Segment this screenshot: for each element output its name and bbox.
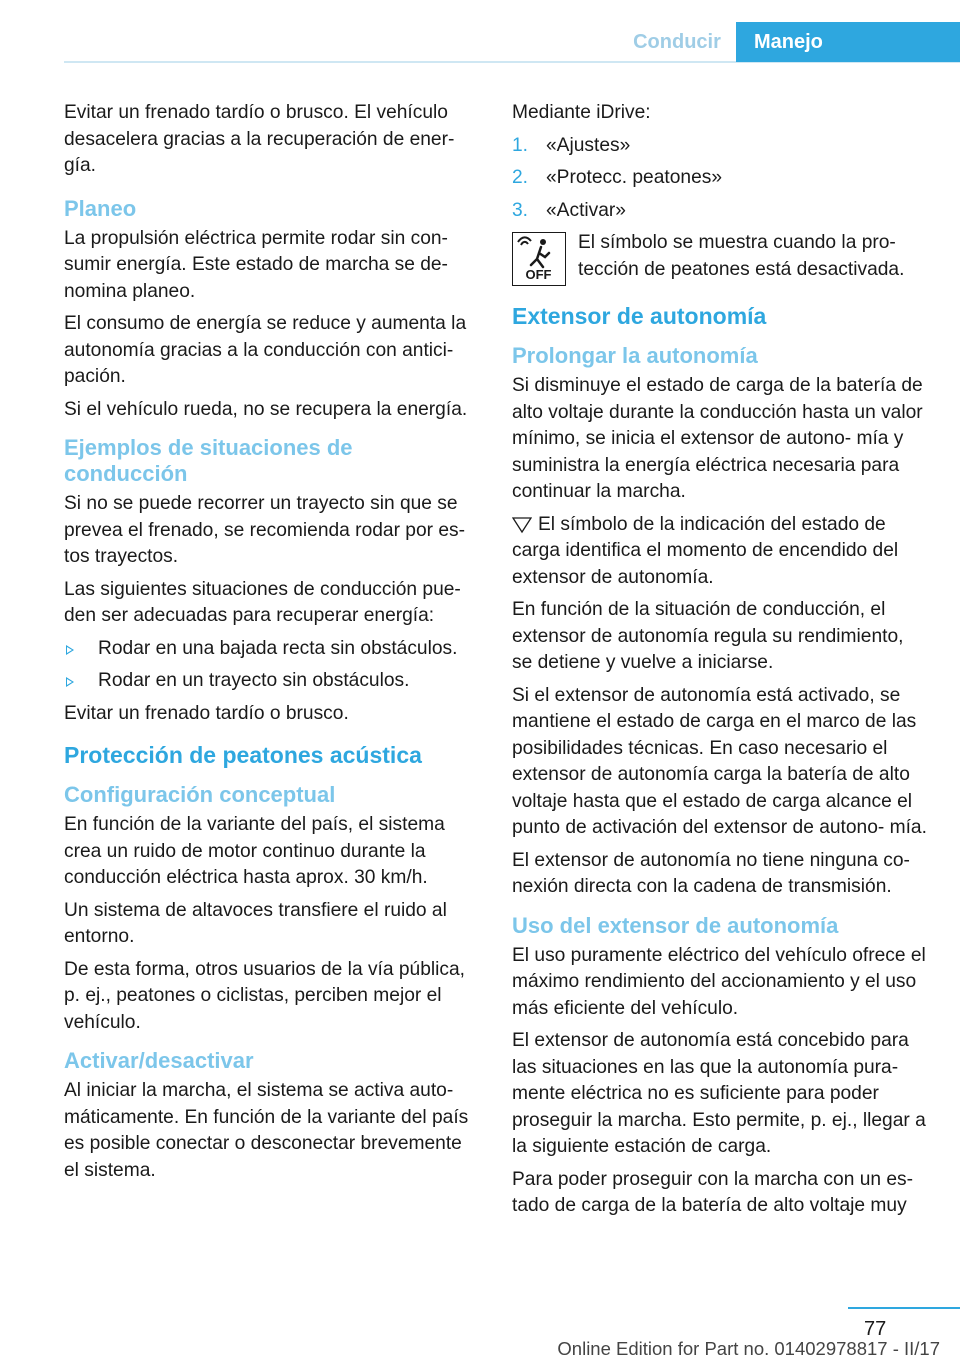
list-item-text: Rodar en un trayecto sin obstáculos. [98, 670, 410, 691]
prolongar-paragraph-5: El extensor de autonomía no tiene ninguna co‐ nexión directa con la cadena de transmisión. [512, 849, 910, 897]
step-number: 1. [512, 134, 529, 156]
config-paragraph-1: En función de la variante del país, el sistema crea un ruido de motor continuo durante la conducción eléctrica hasta aprox. 30 km/h. [64, 814, 445, 888]
step-item [512, 165, 928, 192]
step-text: «Activar» [546, 199, 626, 221]
prolongar-paragraph-2: El símbolo de la indicación del estado de carga identifica el momento de encendido del extensor de autonomía. [512, 513, 899, 588]
step-item [512, 133, 928, 160]
idrive-steps [512, 133, 928, 225]
section-tab-manejo[interactable]: Manejo [736, 22, 960, 62]
list-item [64, 668, 478, 695]
uso-paragraph-1: El uso puramente eléctrico del vehículo ofrece el máximo rendimiento del accionamiento y el uso más eficiente del vehículo. [512, 944, 926, 1019]
intro-paragraph: Evitar un frenado tardío o brusco. El vehículo desacelera gracias a la recuperación de ener‐ gía. [64, 102, 455, 176]
icon-description: El símbolo se muestra cuando la pro‐ tección de peatones está desactivada. [578, 232, 905, 280]
step-text: «Protecc. peatones» [546, 167, 723, 188]
section-tab-conducir[interactable]: Conducir [633, 31, 721, 53]
step-number: 2. [512, 167, 529, 188]
pedestrian-off-note [512, 230, 928, 288]
step-item [512, 198, 928, 225]
planeo-paragraph-2: El consumo de energía se reduce y aumenta la autonomía gracias a la conducción con antici‐ pación. [64, 313, 467, 387]
config-heading: Configuración conceptual [64, 782, 336, 807]
list-item [64, 636, 478, 663]
right-column [512, 100, 928, 1226]
prolongar-paragraph-3: En función de la situación de conducción, el extensor de autonomía regula su rendimiento, se detiene y vuelve a iniciarse. [512, 599, 904, 673]
idrive-intro: Mediante iDrive: [512, 102, 651, 123]
step-number: 3. [512, 199, 529, 221]
extensor-heading: Extensor de autonomía [512, 303, 767, 329]
situations-list [64, 636, 478, 695]
triangle-bullet-icon [66, 677, 74, 687]
pedestrian-protection-off-icon [512, 232, 566, 286]
triangle-bullet-icon [66, 645, 74, 655]
activar-heading: Activar/desactivar [64, 1048, 254, 1073]
ejemplos-paragraph-2: Las siguientes situaciones de conducción pue‐ den ser adecuadas para recuperar energía: [64, 578, 461, 626]
prolongar-paragraph-1: Si disminuye el estado de carga de la batería de alto voltaje durante la conducción hasta un valor mínimo, se inicia el extensor de autono‐ mía y suministra la energía eléctrica necesaria para continuar la marcha. [512, 375, 923, 502]
planeo-paragraph-1: La propulsión eléctrica permite rodar sin con‐ sumir energía. Este estado de marcha se de‐ nomina planeo. [64, 227, 448, 302]
page-number: 77 [864, 1318, 887, 1340]
off-icon-label: OFF [525, 267, 552, 282]
planeo-paragraph-3: Si el vehículo rueda, no se recupera la energía. [64, 398, 468, 420]
config-paragraph-3: De esta forma, otros usuarios de la vía pública, p. ej., peatones o ciclistas, perciben mejor el vehículo. [64, 958, 466, 1033]
ejemplos-heading: Ejemplos de situaciones de conducción [64, 435, 353, 486]
left-column [64, 100, 478, 1190]
activar-paragraph-1: Al iniciar la marcha, el sistema se activa auto‐ máticamente. En función de la variante del país es posible conectar o desconectar brevemente el sistema. [64, 1080, 469, 1181]
proteccion-heading: Protección de peatones acústica [64, 742, 422, 768]
config-paragraph-2: Un sistema de altavoces transfiere el ruido al entorno. [64, 899, 447, 947]
prolongar-paragraph-2-row [512, 512, 928, 592]
footer-rule [848, 1307, 960, 1309]
uso-paragraph-2: El extensor de autonomía está concebido para las situaciones en las que la autonomía pura‐ mente eléctrica no es suficiente para poder proseguir la marcha. Esto permite, p. ej., llegar a la siguiente estación de carga. [512, 1030, 926, 1157]
ejemplos-paragraph-1: Si no se puede recorrer un trayecto sin que se prevea el frenado, se recomienda rodar por es‐ tos trayectos. [64, 493, 466, 567]
edition-note: Online Edition for Part no. 01402978817 - II/17 [557, 1338, 940, 1359]
prolongar-heading: Prolongar la autonomía [512, 343, 758, 368]
ejemplos-paragraph-3: Evitar un frenado tardío o brusco. [64, 702, 349, 724]
charge-indicator-icon [512, 516, 532, 534]
step-text: «Ajustes» [546, 134, 631, 156]
uso-heading: Uso del extensor de autonomía [512, 912, 839, 938]
prolongar-paragraph-4: Si el extensor de autonomía está activado, se mantiene el estado de carga en el marco de las posibilidades técnicas. En caso necesario el extensor de autonomía carga la batería de alto voltaje hasta que el estado de carga alcance el punto de activación del extensor de autono‐ mía. [512, 684, 927, 838]
planeo-heading: Planeo [64, 195, 137, 221]
uso-paragraph-3: Para poder proseguir con la marcha con un es‐ tado de carga de la batería de alto voltaje muy [512, 1168, 914, 1216]
list-item-text: Rodar en una bajada recta sin obstáculos. [98, 637, 458, 659]
